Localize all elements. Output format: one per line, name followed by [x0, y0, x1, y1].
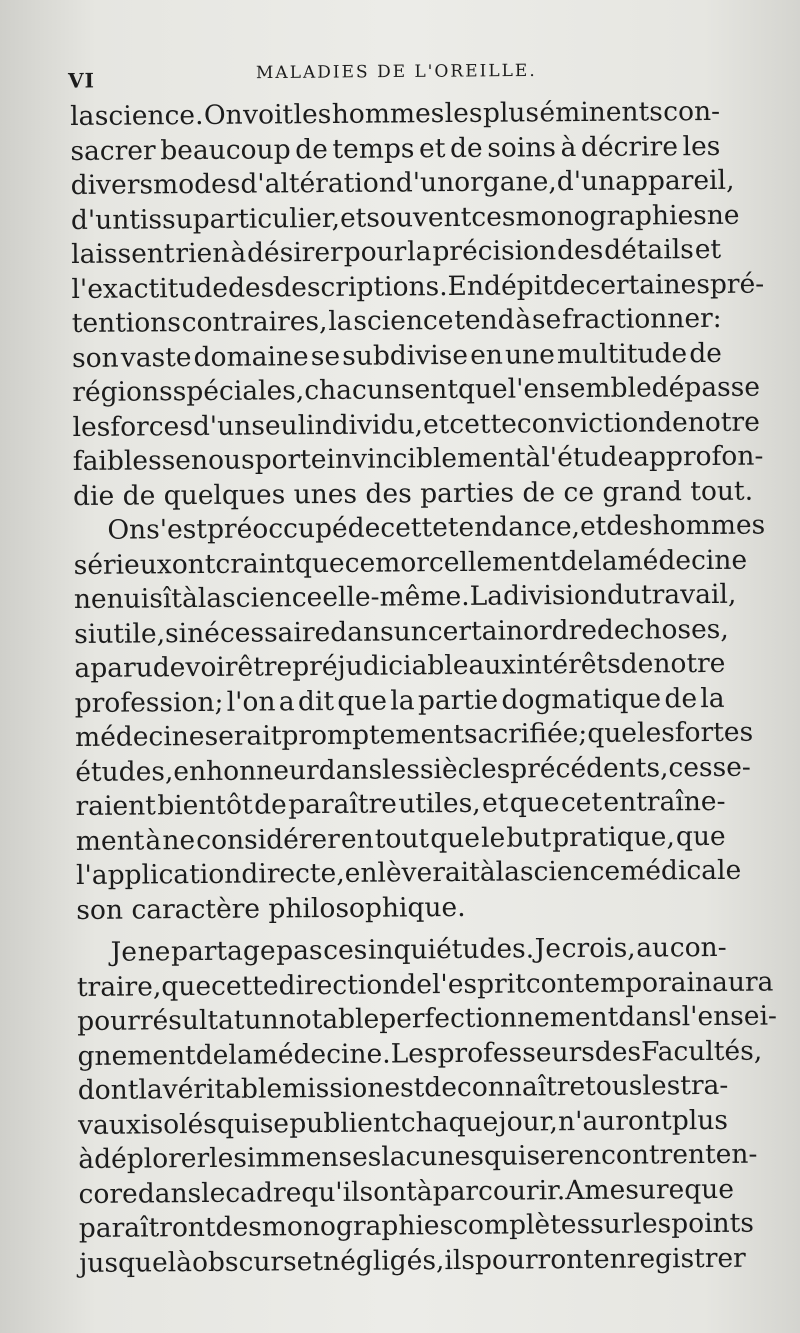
- text-line: ment à ne considérer en tout que le but pratique, que: [75, 820, 726, 857]
- text-line: jusque là obscurs et négligés, ils pourront enregistrer: [79, 1242, 746, 1279]
- text-line: à déplorer les immenses lacunes qui se rencontrent en-: [78, 1138, 758, 1175]
- text-line: les forces d'un seul individu, et cette conviction de notre: [72, 406, 760, 443]
- text-line: ne nuisît à la science elle-même. La division du travail,: [73, 578, 737, 615]
- text-line: traire, que cette direction de l'esprit contemporain aura: [76, 966, 774, 1003]
- paragraph-2: [73, 509, 766, 928]
- text-line: On s'est préoccupé de cette tendance, et des hommes: [107, 509, 766, 546]
- text-line: raient bientôt de paraître utiles, et que cet entraîne-: [75, 785, 726, 822]
- text-line: profession; l'on a dit que la partie dogmatique de la: [74, 682, 725, 719]
- text-line: la science. On voit les hommes les plus éminents con-: [70, 95, 721, 132]
- text-line: faiblesse nous porte invinciblement à l'étude approfon-: [72, 440, 764, 477]
- text-line: divers modes d'altération d'un organe, d'un appareil,: [70, 164, 735, 201]
- text-line: laissent rien à désirer pour la précision des détails et: [71, 233, 722, 270]
- text-line: Je ne partage pas ces inquiétudes. Je crois, au con-: [110, 931, 727, 968]
- paragraph-3: [76, 931, 778, 1281]
- page-header: [66, 55, 726, 94]
- paragraph-1: [70, 95, 765, 514]
- text-line: paraîtront des monographies complètes sur les points: [78, 1207, 755, 1244]
- page-number: VI: [67, 68, 96, 93]
- text-line: vaux isolés qui se publient chaque jour, n'auront plus: [77, 1104, 729, 1141]
- text-line: si utile, si nécessaire dans un certain ordre de choses,: [74, 613, 729, 650]
- running-title: MALADIES DE L'OREILLE.: [255, 60, 537, 84]
- text-line: son caractère philosophique.: [76, 891, 466, 926]
- text-line: d'un tissu particulier, et souvent ces monographies ne: [70, 199, 740, 236]
- text-line: core dans le cadre qu'ils ont à parcourir. A mesure que: [78, 1173, 735, 1210]
- text-line: l'exactitude des descriptions. En dépit de certaines pré-: [71, 268, 765, 305]
- text-line: tentions contraires, la science tend à se fractionner:: [71, 302, 722, 339]
- text-line: sérieux ont craint que ce morcellement de la médecine: [73, 544, 748, 581]
- text-line: pour résultat un notable perfectionnement dans l'ensei-: [77, 1000, 778, 1037]
- text-line: son vaste domaine se subdivise en une multitude de: [71, 337, 723, 374]
- text-line: a paru devoir être préjudiciable aux intérêts de notre: [74, 647, 726, 684]
- text-line: régions spéciales, chacun sent que l'ensemble dépasse: [72, 371, 761, 408]
- text-line: études, en honneur dans les siècles précédents, cesse-: [75, 751, 751, 788]
- text-line: médecine serait promptement sacrifiée; que les fortes: [74, 716, 754, 753]
- text-line: die de quelques unes des parties de ce grand tout.: [72, 475, 754, 512]
- text-line: gnement de la médecine. Les professeurs des Facultés,: [77, 1035, 763, 1072]
- text-line: dont la véritable mission est de connaître tous les tra-: [77, 1069, 729, 1106]
- text-line: l'application directe, enlèverait à la science médicale: [75, 854, 742, 891]
- text-line: sacrer beaucoup de temps et de soins à décrire les: [70, 130, 721, 167]
- body-text: [70, 95, 778, 1281]
